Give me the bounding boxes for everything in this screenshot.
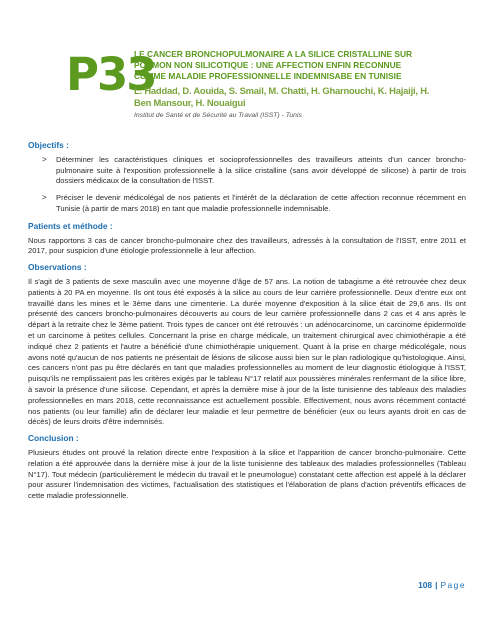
- list-item: [28, 155, 466, 187]
- institute: Institut de Santé et de Sécurité au Travail (ISST) - Tunis: [134, 111, 302, 119]
- authors: L. Haddad, D. Aouida, S. Smail, M. Chatti, H. Gharnouchi, K. Hajaiji, H. Ben Mansour, H. Nouaigui: [134, 84, 430, 108]
- objectif-text: Déterminer les caractéristiques cliniques et socioprofessionnelles des travailleurs atteints d'un cancer broncho-pulmonaire suite à l'exposition professionnelle à la silice cristalline (sans avoir développé de silicose) à partir de trois dossiers médicaux de la consultation de l'ISST.: [56, 154, 466, 186]
- patients-text: Nous rapportons 3 cas de cancer broncho-pulmonaire chez des travailleurs, adressés à la consultation de l'ISST, entre 2011 et 2017, pour suspicion d'une étiologie professionnelle à leur affection.: [28, 235, 466, 256]
- page-number-value: 108: [418, 580, 433, 590]
- page-label: Page: [440, 580, 466, 590]
- paper-title: LE CANCER BRONCHOPULMONAIRE A LA SILICE CRISTALLINE SUR POUMON NON SILICOTIQUE : UNE AFFECTION ENFIN RECONNUE COMME MALADIE PROFESSIONNELLE INDEMNISABE EN TUNISIE: [134, 49, 413, 82]
- observations-heading: Observations :: [28, 262, 87, 273]
- chevron-right-icon: >: [42, 154, 47, 164]
- main-content: [28, 140, 466, 507]
- objectif-text: Préciser le devenir médicolégal de nos patients et l'intérêt de la déclaration de cette affection reconnue récemment en Tunisie (à partir de mars 2018) en tant que maladie professionnelle indemnisable.: [56, 193, 466, 213]
- conclusion-heading: Conclusion :: [28, 433, 79, 444]
- patients-heading: Patients et méthode :: [28, 220, 113, 231]
- objectifs-heading: Objectifs :: [28, 140, 69, 150]
- conclusion-text: Plusieurs études ont prouvé la relation directe entre l'exposition à la silice et l'apparition de cancer broncho-pulmonaire. Cette relation a été approuvée dans la dernière mise à jour de la liste tunisienne des tableaux des maladies professionnelles (Tableau N°17). Tout médecin (particulièrement le médecin du travail et le pneumologue) constatant cette affection est appelé à la déclarer pour assurer l'indemnisation des victimes, l'actualisation des statistiques et l'élaboration de plans d'action préventifs efficaces de cette maladie professionnelle.: [28, 447, 466, 501]
- list-item: [28, 193, 466, 215]
- header: [134, 49, 434, 121]
- objectifs-list: [28, 155, 466, 215]
- page-number: [418, 580, 466, 590]
- chevron-right-icon: >: [42, 193, 47, 203]
- observations-text: Il s'agit de 3 patients de sexe masculin avec une moyenne d'âge de 57 ans. La notion de tabagisme a été retrouvée chez deux patients à 20 PA en moyenne. Ils ont tous été exposés à la silice au cours de leur carrière professionnelle. Deux d'entre eux ont travaillé dans les mines et le 3ème dans une cimenterie. La durée moyenne d'exposition à la silice était de 29,6 ans. Ils ont présenté des cancers broncho-pulmonaires découverts au cours de leur carrière professionnelle dans 2 cas et 4 ans après le départ à la retraite chez le 3ème patient. Trois types de cancer ont été retrouvés : un adénocarcinome, un carcinome épidermoïde et un carcinome à petites cellules. Concernant la prise en charge médicale, un traitement chirurgical avec chimiothérapie a été indiqué chez 2 patients et l'autre a bénéficié d'une chimiothérapie uniquement. Quant à la prise en charge médicolégale, nous avons noté qu'aucun de nos patients ne présentait de lésions de silicose aussi bien sur le plan radiologique qu'histologique. Ainsi, ces cancers n'ont pas pu être déclarés en tant que maladies professionnelles au moment de leur diagnostic étiologique à l'ISST, puisqu'ils ne remplissaient pas les critères exigés par le tableau N°17 relatif aux poussières minérales renfermant de la silice libre, à savoir la présence d'une silicose. Cependant, et après la dernière mise à jour de la liste tunisienne des tableaux des maladies professionnelles en mars 2018, cette reconnaissance est actuellement possible. Effectivement, nous avons récemment contacté nos patients (ou leur famille) afin de déclarer leur maladie et leur permettre de bénéficier (eux ou leurs ayants droit en cas de décès) de leurs droits d'être indemnisés.: [28, 276, 466, 427]
- page-separator: |: [435, 580, 438, 590]
- poster-code: P33: [66, 48, 156, 101]
